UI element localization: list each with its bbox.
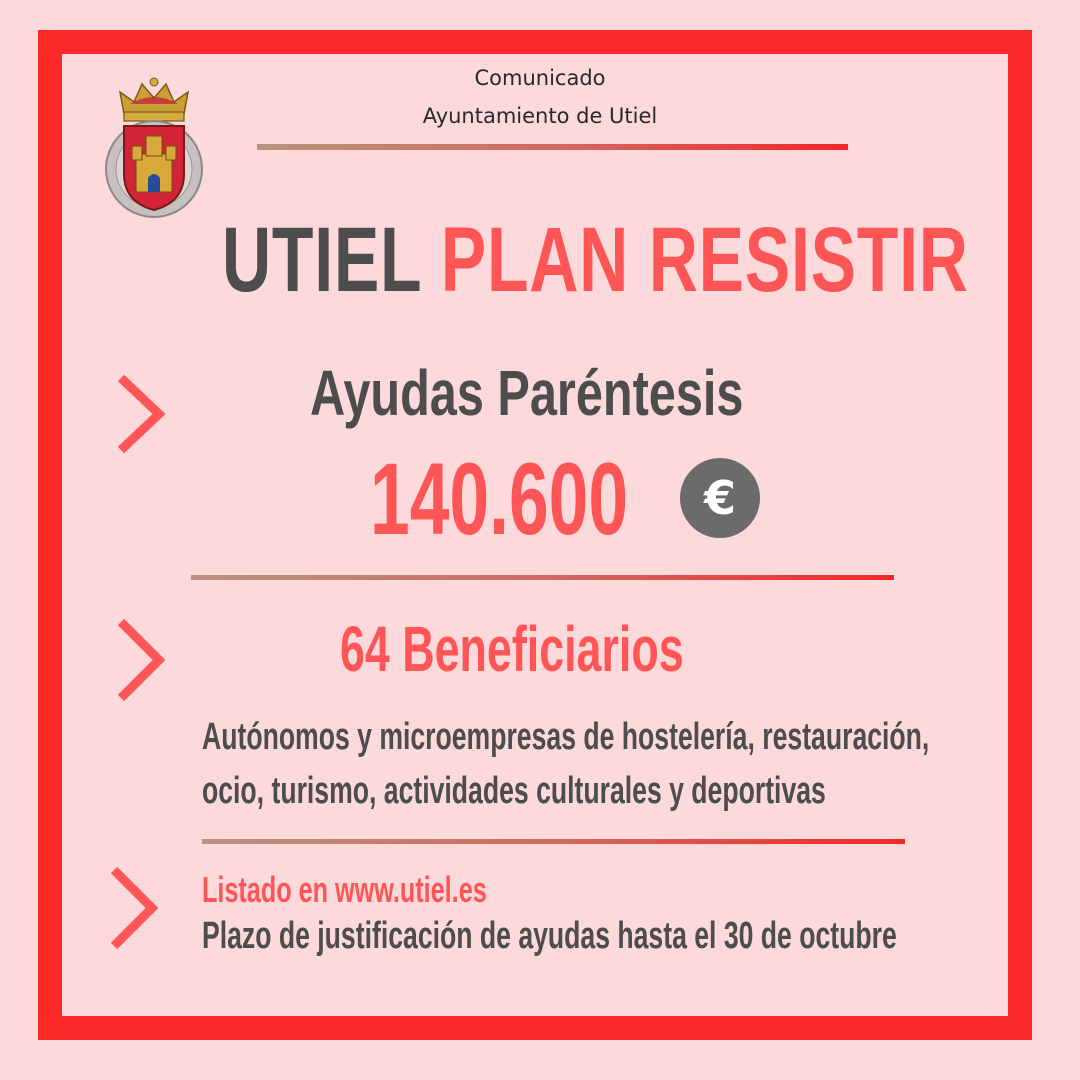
page-title xyxy=(222,209,969,311)
header-comunicado: Comunicado xyxy=(474,66,606,90)
aid-program-name: Ayudas Paréntesis xyxy=(310,357,744,429)
chevron-right-icon xyxy=(108,864,160,952)
euro-icon: € xyxy=(680,458,760,538)
description-line-2: ocio, turismo, actividades culturales y deportivas xyxy=(202,770,826,812)
beneficiaries-count: 64 Beneficiarios xyxy=(340,613,684,685)
description-line-1: Autónomos y microempresas de hostelería, restauración, xyxy=(202,716,930,758)
title-plan-resistir: PLAN RESISTIR xyxy=(440,209,969,311)
divider-top xyxy=(257,144,848,150)
divider-middle xyxy=(191,575,894,580)
listing-website: Listado en www.utiel.es xyxy=(202,869,487,910)
coat-of-arms-icon xyxy=(100,74,208,220)
aid-amount: 140.600 xyxy=(370,442,629,556)
header-organization: Ayuntamiento de Utiel xyxy=(422,104,658,128)
chevron-right-icon xyxy=(115,616,167,704)
chevron-right-icon xyxy=(115,372,167,456)
title-utiel: UTIEL xyxy=(222,209,422,311)
divider-bottom xyxy=(202,839,905,844)
justification-deadline: Plazo de justificación de ayudas hasta el 30 de octubre xyxy=(202,915,897,957)
